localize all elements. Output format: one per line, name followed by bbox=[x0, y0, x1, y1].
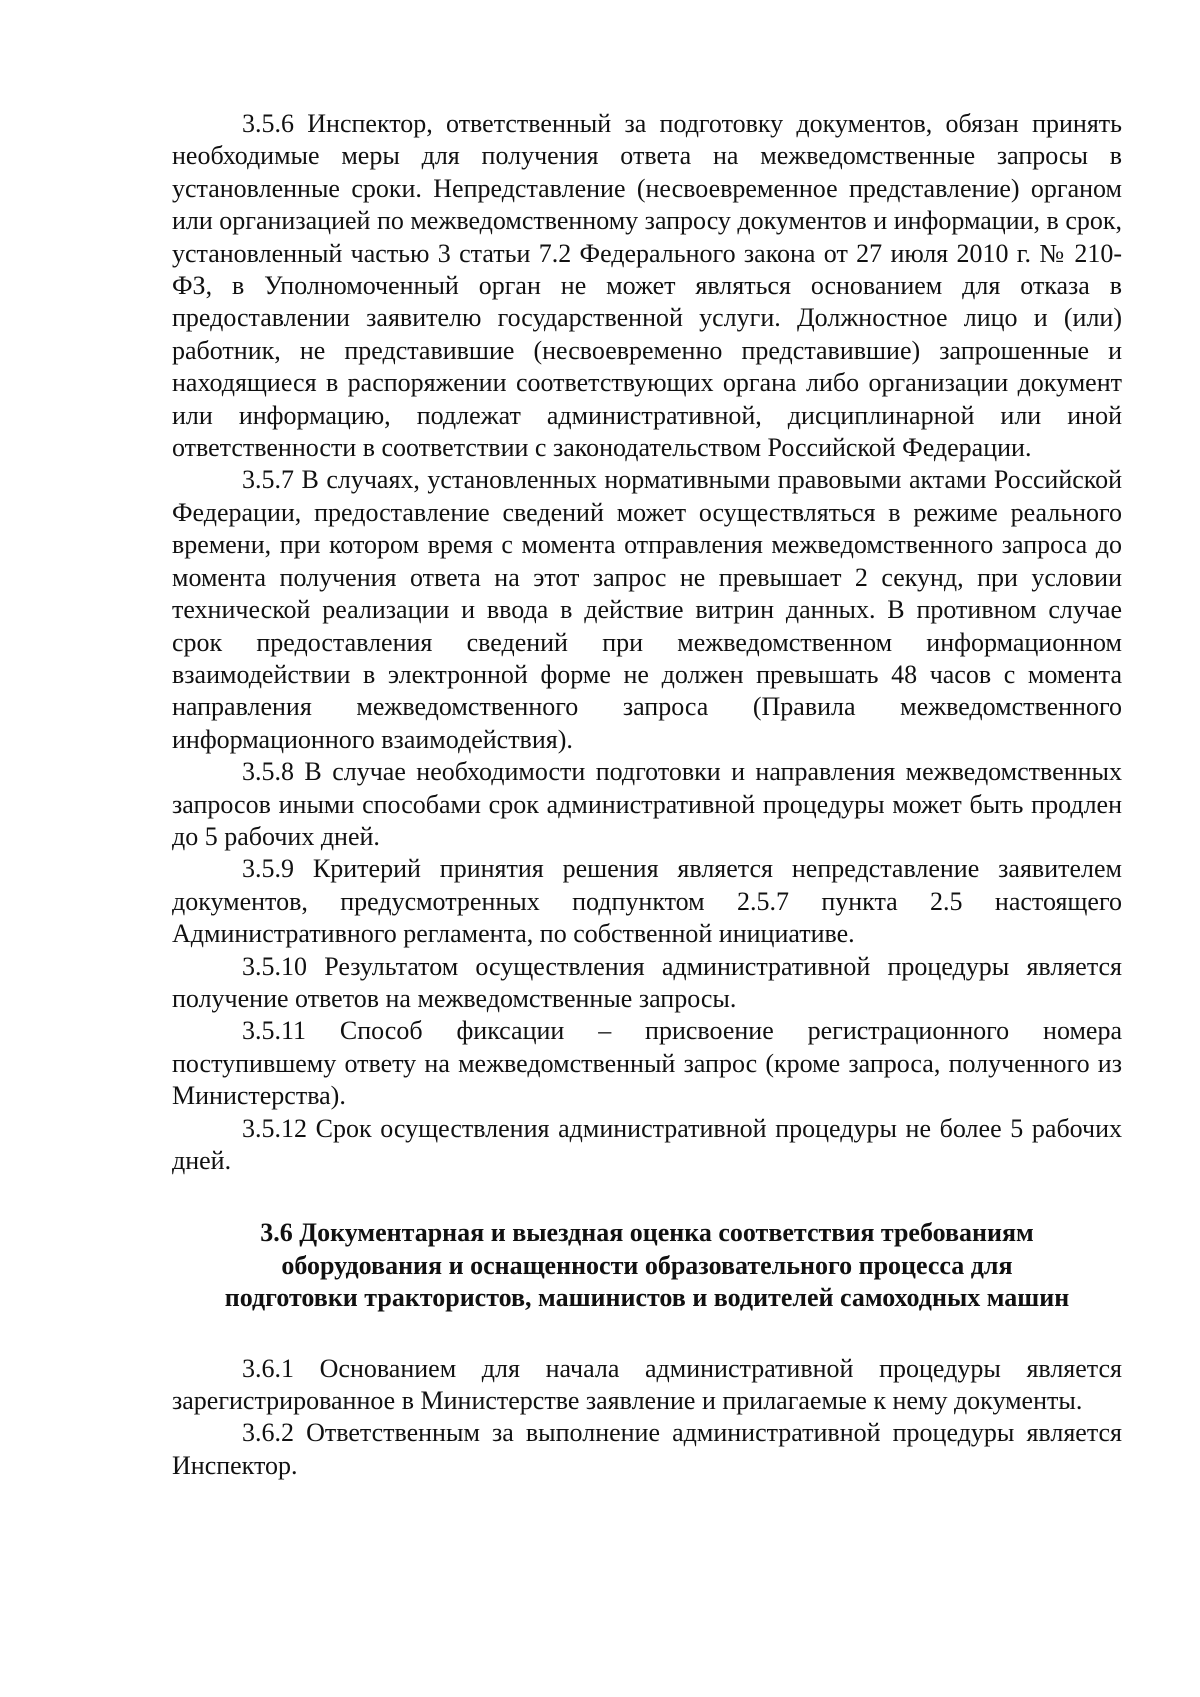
paragraph-3-5-11: 3.5.11 Способ фиксации – присвоение регистрационного номера поступившему ответу на межведомственный запрос (кроме запроса, полученного из Министерства). bbox=[172, 1016, 1122, 1111]
paragraph-3-5-9: 3.5.9 Критерий принятия решения является непредставление заявителем документов, предусмотренных подпунктом 2.5.7 пункта 2.5 настоящего Административного регламента, по собственной инициативе. bbox=[172, 854, 1122, 949]
paragraph-3-5-8: 3.5.8 В случае необходимости подготовки и направления межведомственных запросов иными способами срок административной процедуры может быть продлен до 5 рабочих дней. bbox=[172, 757, 1122, 851]
heading-line-1: 3.6 Документарная и выездная оценка соответствия требованиям bbox=[260, 1218, 1034, 1248]
paragraph-3-5-7: 3.5.7 В случаях, установленных нормативными правовыми актами Российской Федерации, предоставление сведений может осуществляться в режиме реального времени, при котором время с момента отправления межведомственного запроса до момента получения ответа на этот запрос не превышает 2 секунд, при условии технической реализации и ввода в действие витрин данных. В противном случае срок предоставления сведений при межведомственном информационном взаимодействии в электронной форме не должен превышать 48 часов с момента направления межведомственного запроса (Правила межведомственного информационного взаимодействия). bbox=[172, 465, 1122, 754]
heading-line-2: оборудования и оснащенности образовательного процесса для bbox=[281, 1250, 1013, 1280]
section-heading-3-6 bbox=[172, 1217, 1122, 1314]
document-page bbox=[172, 108, 1122, 1482]
paragraph-3-5-6: 3.5.6 Инспектор, ответственный за подготовку документов, обязан принять необходимые меры для получения ответа на межведомственные запросы в установленные сроки. Непредставление (несвоевременное представление) органом или организацией по межведомственному запросу документов и информации, в срок, установленный частью 3 статьи 7.2 Федерального закона от 27 июля 2010 г. № 210-ФЗ, в Уполномоченный орган не может являться основанием для отказа в предоставлении заявителю государственной услуги. Должностное лицо и (или) работник, не представившие (несвоевременно представившие) запрошенные и находящиеся в распоряжении соответствующих органа либо организации документ или информацию, подлежат административной, дисциплинарной или иной ответственности в соответствии с законодательством Российской Федерации. bbox=[172, 109, 1122, 463]
paragraph-3-5-12: 3.5.12 Срок осуществления административной процедуры не более 5 рабочих дней. bbox=[172, 1113, 1122, 1175]
heading-line-3: подготовки трактористов, машинистов и водителей самоходных машин bbox=[224, 1283, 1070, 1313]
paragraph-3-6-1: 3.6.1 Основанием для начала административной процедуры является зарегистрированное в Министерстве заявление и прилагаемые к нему документы. bbox=[172, 1353, 1122, 1416]
paragraph-3-6-2: 3.6.2 Ответственным за выполнение административной процедуры является Инспектор. bbox=[172, 1418, 1122, 1480]
paragraph-3-5-10: 3.5.10 Результатом осуществления административной процедуры является получение ответов на межведомственные запросы. bbox=[172, 951, 1122, 1013]
